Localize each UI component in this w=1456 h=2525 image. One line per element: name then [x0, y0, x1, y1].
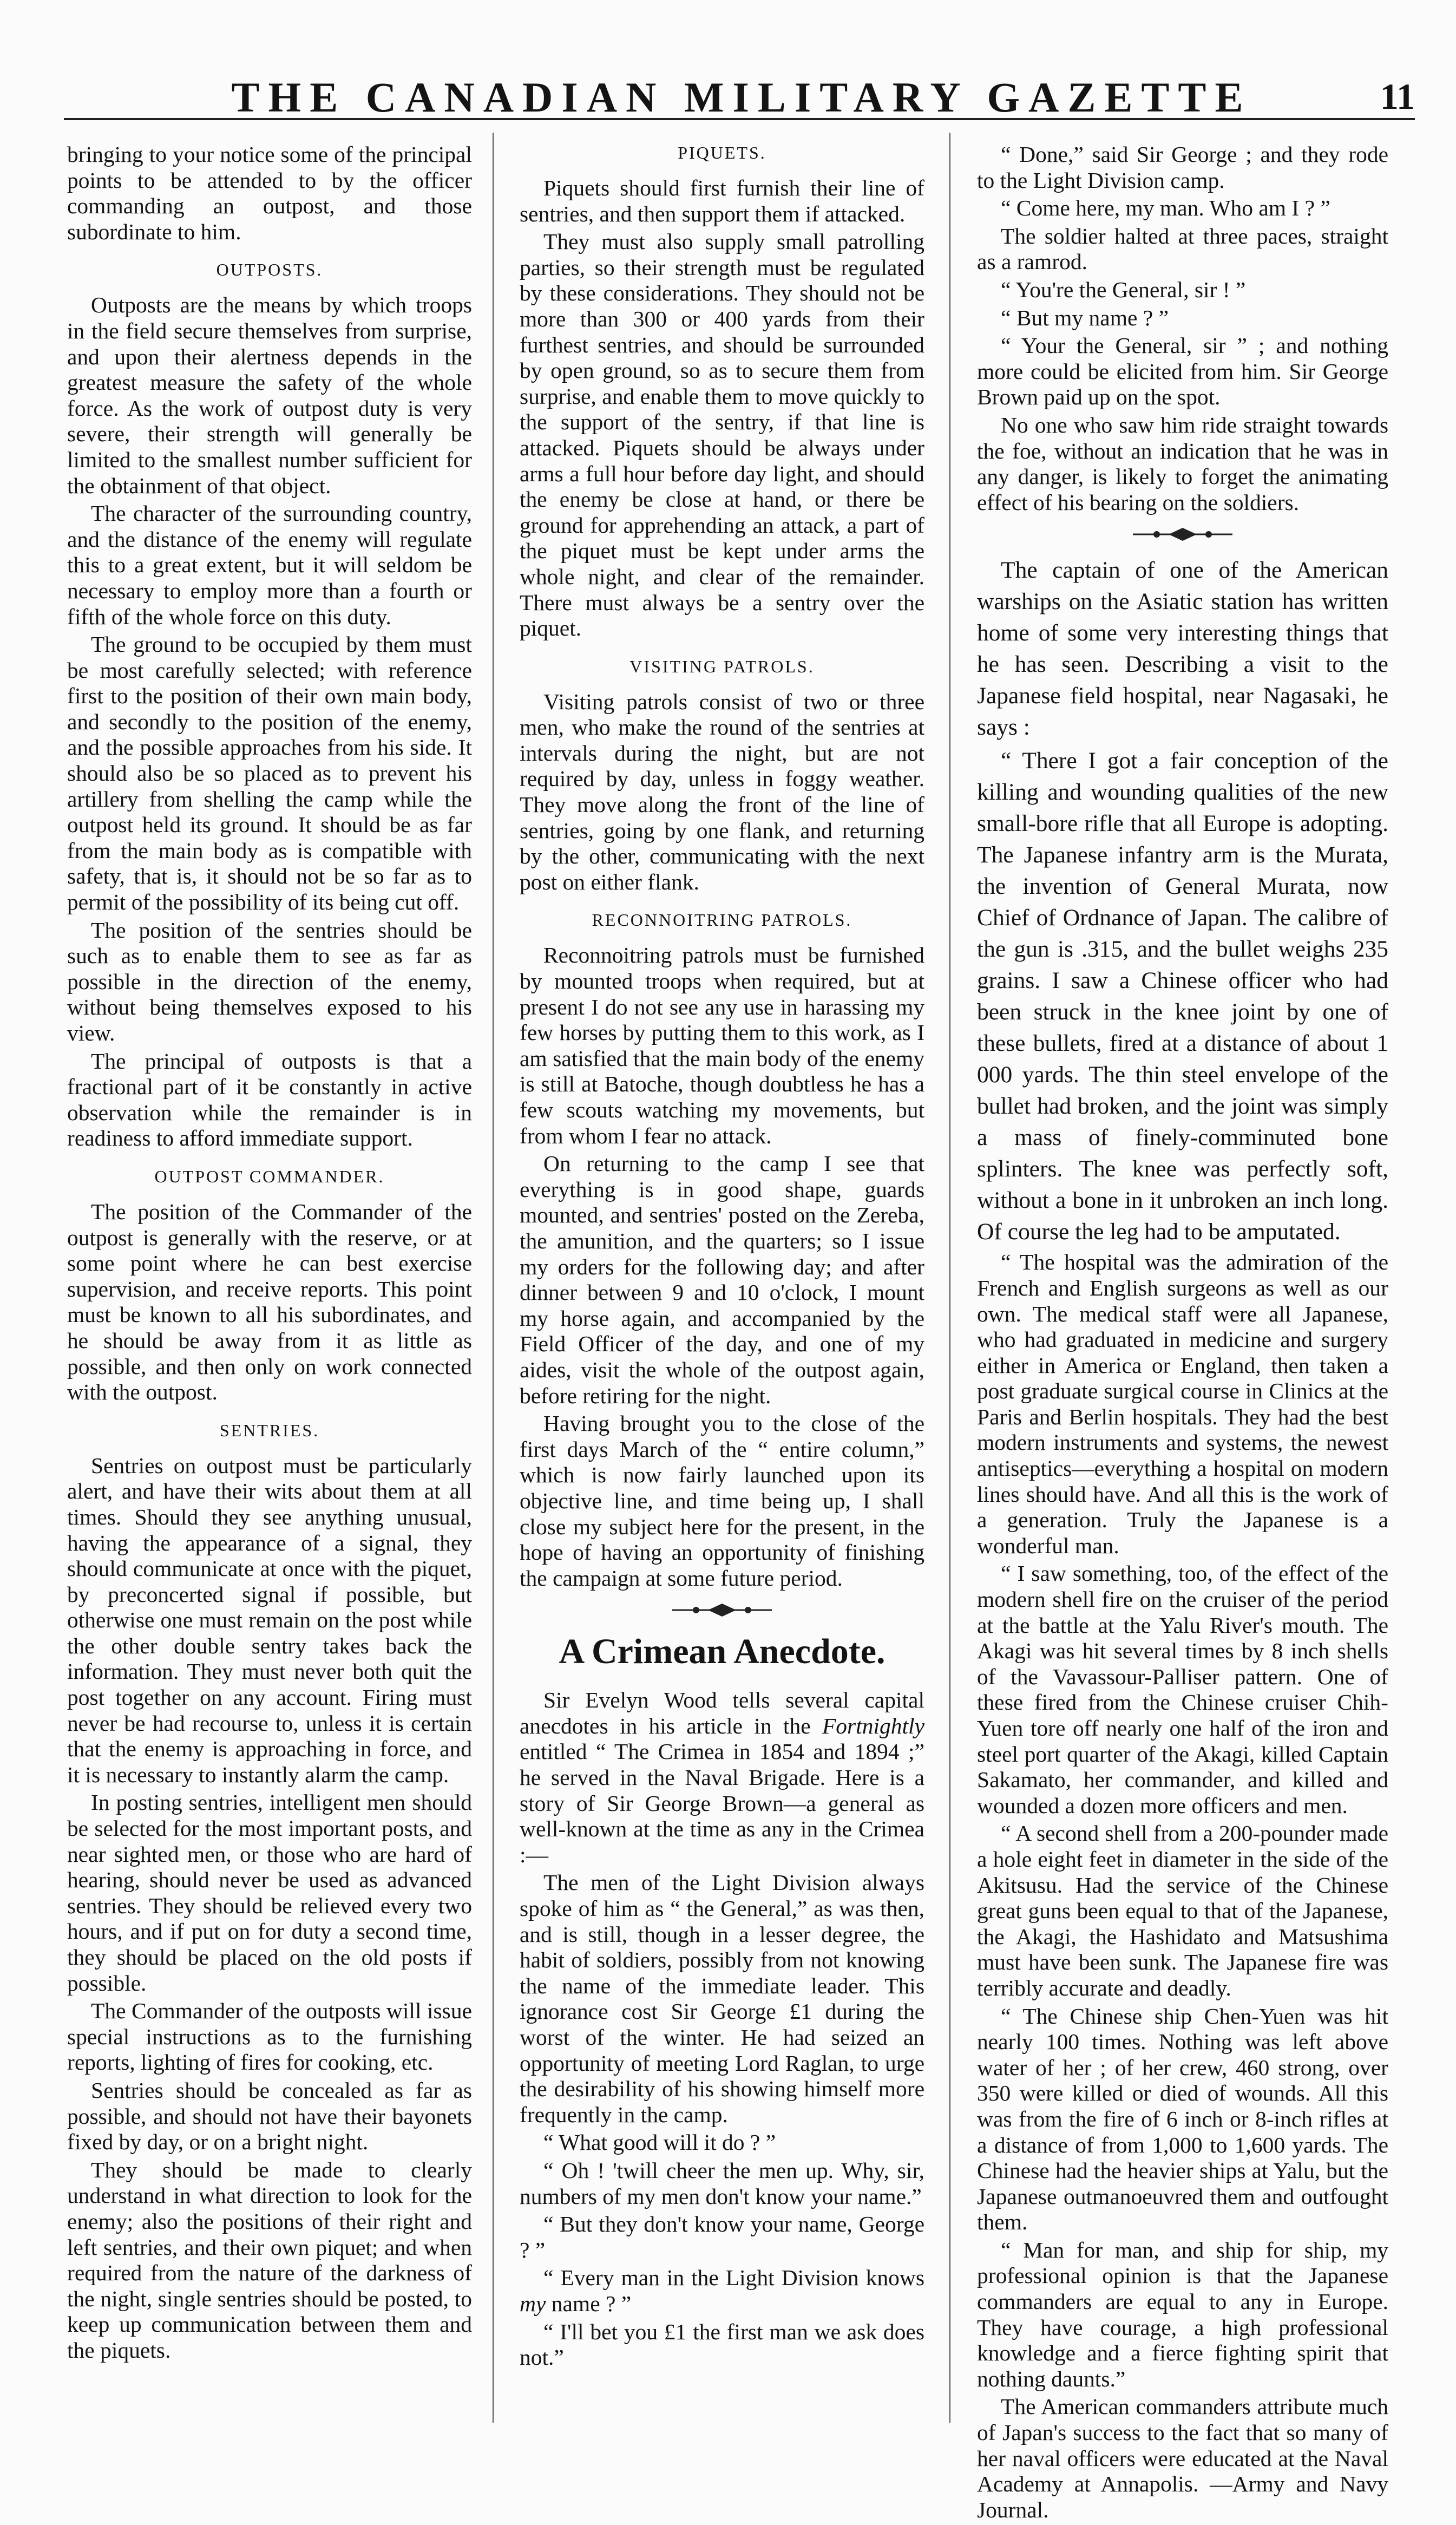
article-title-crimean-anecdote: A Crimean Anecdote.	[559, 1632, 886, 1672]
paragraph: “ Your the General, sir ” ; and nothing more could be elicited from him. Sir George Brown paid up on the spot.	[977, 333, 1388, 410]
section-heading-outpost-commander: OUTPOST COMMANDER.	[154, 1166, 385, 1186]
paragraph: The principal of outposts is that a fractional part of it be constantly in active observation while the remainder is in readiness to afford immediate support.	[67, 1048, 472, 1151]
paragraph: “ Oh ! 'twill cheer the men up. Why, sir, numbers of my men don't know your name.”	[520, 2157, 924, 2209]
paragraph: “ I'll bet you £1 the first man we ask does not.”	[520, 2319, 924, 2370]
paragraph: The soldier halted at three paces, straight as a ramrod.	[977, 223, 1388, 274]
paragraph: The ground to be occupied by them must be most carefully selected; with reference first to the position of their own main body, and secondly to the position of the enemy, and the possible approaches from his side. It should also be so placed as to prevent his artillery from shelling the camp while the outpost held its ground. It should be as far from the main body as is compatible with safety, that is, it should not be so far as to permit of the possibility of its being cut off.	[67, 632, 472, 915]
section-heading-reconnoitring-patrols: RECONNOITRING PATROLS.	[592, 910, 852, 930]
paragraph: The American commanders attribute much of Japan's success to the fact that so many of her naval officers were educated at the Naval Academy at Annapolis. —Army and Navy Journal.	[977, 2394, 1388, 2522]
paragraph: On returning to the camp I see that everything is in good shape, guards mounted, and sentries' posted on the Zereba, the amunition, and the quarters; so I issue my orders for the following day; and after dinner between 9 and 10 o'clock, I mount my horse again, and accompanied by the Field Officer of the day, and one of my aides, visit the whole of the outpost again, before retiring for the night.	[520, 1151, 924, 1408]
paragraph: Piquets should first furnish their line of sentries, and then support them if attacked.	[520, 175, 924, 226]
paragraph: Having brought you to the close of the first days March of the “ entire column,” which is now fairly launched upon its objective line, and time being up, I shall close my subject here for the present, in the hope of having an opportunity of finishing the campaign at some future period.	[520, 1411, 924, 1591]
masthead	[65, 73, 1418, 122]
paragraph: “ Every man in the Light Division knows my name ? ”	[520, 2265, 924, 2316]
paragraph: “ What good will it do ? ”	[543, 2130, 776, 2155]
section-heading-outposts: OUTPOSTS.	[216, 260, 323, 280]
journal-name: Fortnightly	[822, 1713, 924, 1738]
column-1	[67, 142, 472, 2366]
paragraph: Reconnoitring patrols must be furnished by mounted troops when required, but at present I do not see any use in harassing my few horses by putting them to this work, as I am satisfied that the main body of the enemy is still at Batoche, though doubtless he has a few scouts watching my movements, but from whom I fear no attack.	[520, 943, 924, 1148]
ornament-divider	[977, 522, 1388, 538]
paragraph: The character of the surrounding country, and the distance of the enemy will regulate this to a great extent, but it will seldom be necessary to employ more than a fourth or fifth of the whole force on this duty.	[67, 501, 472, 629]
section-heading-visiting-patrols: VISITING PATROLS.	[629, 656, 815, 676]
paragraph: Sentries should be concealed as far as possible, and should not have their bayonets fixed by day, or on a bright night.	[67, 2077, 472, 2155]
paragraph: In posting sentries, intelligent men should be selected for the most important posts, and near sighted men, or those who are hard of hearing, should never be used as advanced sentries. They should be relieved every two hours, and if put on for duty a second time, they should be placed on the old posts if possible.	[67, 1790, 472, 1996]
paragraph: “ But my name ? ”	[1001, 305, 1169, 330]
paragraph: The captain of one of the American warships on the Asiatic station has written home of some very interesting things that he has seen. Describing a visit to the Japanese field hospital, near Nagasaki, he says :	[977, 557, 1388, 741]
paragraph: “ A second shell from a 200-pounder made a hole eight feet in diameter in the side of the Akitsusu. Had the service of the Chinese great guns been equal to that of the Japanese, the Akagi, the Hashidato and Matsushima must have been sunk. The Japanese fire was terribly accurate and deadly.	[977, 1821, 1388, 2000]
paragraph: They should be made to clearly understand in what direction to look for the enemy; also the positions of their right and left sentries, and their own piquet; and when required from the nature of the darkness of the night, single sentries should be posted, to keep up communication between them and the piquets.	[67, 2157, 472, 2363]
section-heading-piquets: PIQUETS.	[678, 143, 766, 162]
paragraph: bringing to your notice some of the principal points to be attended to by the officer commanding an outpost, and those subordinate to him.	[67, 142, 472, 244]
paragraph: The position of the Commander of the outpost is generally with the reserve, or at some point where he can best exercise supervision, and receive reports. This point must be known to all his subordinates, and he should be away from it as little as possible, and then only on work connected with the outpost.	[67, 1199, 472, 1405]
paragraph: “ Done,” said Sir George ; and they rode to the Light Division camp.	[977, 142, 1388, 193]
paragraph: The Commander of the outposts will issue special instructions as to the furnishing reports, lighting of fires for cooking, etc.	[67, 1998, 472, 2075]
paragraph: “ The Chinese ship Chen-Yuen was hit nearly 100 times. Nothing was left above water of her ; of her crew, 460 strong, over 350 were killed or died of wounds. All this was from the fire of 6 inch or 8-inch rifles at a distance of from 1,000 to 1,600 yards. The Chinese had the heavier ships at Yalu, but the Japanese outmanoeuvred them and outfought them.	[977, 2003, 1388, 2235]
column-divider	[493, 133, 494, 2423]
column-2	[520, 142, 924, 2373]
column-divider	[949, 133, 950, 2423]
emphasis: my	[520, 2291, 546, 2316]
paragraph: “ The hospital was the admiration of the French and English surgeons as well as our own. The medical staff were all Japanese, who had graduated in medicine and surgery either in America or England, then taken a post graduate surgical course in Clinics at the Paris and Berlin hospitals. They had the best modern instruments and systems, the newest antiseptics—everything a hospital on modern lines should have. And all this is the work of a generation. Truly the Japanese is a wonderful man.	[977, 1250, 1388, 1558]
paragraph: “ But they don't know your name, George ? ”	[520, 2212, 924, 2262]
header-rule	[64, 118, 1415, 120]
paragraph: No one who saw him ride straight towards the foe, without an indication that he was in any danger, is likely to forget the animating effect of his bearing on the soldiers.	[977, 412, 1388, 515]
paragraph: They must also supply small patrolling parties, so their strength must be regulated by these considerations. They should not be more than 300 or 400 yards from their furthest sentries, and should be surrounded by open ground, so as to secure them from surprise, and enable them to move quickly to the support of the sentry, if that line is attacked. Piquets should be always under arms a full hour before day light, and should the enemy be close at hand, or there be ground for apprehending an attack, a part of the piquet must be kept under arms the whole night, and clear of the remainder. There must always be a sentry over the piquet.	[520, 229, 924, 641]
paragraph: The men of the Light Division always spoke of him as “ the General,” as was then, and is still, though in a lesser degree, the habit of soldiers, possibly from not knowing the name of the immediate leader. This ignorance cost Sir George £1 during the worst of the winter. He had seized an opportunity of meeting Lord Raglan, to urge the desirability of his showing himself more frequently in the camp.	[520, 1870, 924, 2127]
paragraph: Sentries on outpost must be particularly alert, and have their wits about them at all times. Should they see anything unusual, having the appearance of a signal, they should communicate at once with the piquet, by preconcerted signal if possible, but otherwise one must remain on the post while the other double sentry takes back the information. They must never both quit the post together on any account. Firing must never be had recourse to, unless it is certain that the enemy is approaching in force, and it is necessary to instantly alarm the camp.	[67, 1453, 472, 1787]
paragraph: “ Come here, my man. Who am I ? ”	[1001, 195, 1330, 221]
newspaper-title: THE CANADIAN MILITARY GAZETTE	[231, 74, 1252, 121]
page-number: 11	[1380, 76, 1415, 117]
paragraph: Sir Evelyn Wood tells several capital anecdotes in his article in the Fortnightly entitled “ The Crimea in 1854 and 1894 ;” he served in the Naval Brigade. Here is a story of Sir George Brown—a general as well-known at the time as any in the Crimea :—	[520, 1687, 924, 1867]
paragraph: The position of the sentries should be such as to enable them to see as far as possible in the direction of the enemy, without being themselves exposed to his view.	[67, 917, 472, 1045]
paragraph: “ You're the General, sir ! ”	[1001, 277, 1246, 302]
paragraph: “ There I got a fair conception of the killing and wounding qualities of the new small-bore rifle that all Europe is adopting. The Japanese infantry arm is the Murata, the invention of General Murata, now Chief of Ordnance of Japan. The calibre of the gun is .315, and the bullet weighs 235 grains. I saw a Chinese officer who had been struck in the knee joint by one of these bullets, fired at a distance of about 1 000 yards. The thin steel envelope of the bullet had broken, and the joint was simply a mass of finely-comminuted bone splinters. The knee was perfectly soft, without a bone in it unbroken an inch long. Of course the leg had to be amputated.	[977, 748, 1388, 1245]
section-heading-sentries: SENTRIES.	[219, 1420, 320, 1440]
paragraph: Outposts are the means by which troops in the field secure themselves from surprise, and upon their alertness depends in the greatest measure the safety of the whole force. As the work of outpost duty is very severe, their strength will generally be limited to the smallest number sufficient for the obtainment of that object.	[67, 292, 472, 498]
ornament-divider	[520, 1598, 924, 1614]
paragraph: “ Man for man, and ship for ship, my professional opinion is that the Japanese commanders are equal to any in Europe. They have courage, a high professional knowledge and a fierce fighting spirit that nothing daunts.”	[977, 2237, 1388, 2391]
paragraph: Visiting patrols consist of two or three men, who make the round of the sentries at intervals during the night, but are not required by day, unless in foggy weather. They move along the front of the line of sentries, going by one flank, and returning by the other, communicating with the next post on either flank.	[520, 689, 924, 894]
column-3	[977, 142, 1388, 2525]
paragraph: “ I saw something, too, of the effect of the modern shell fire on the cruiser of the period at the battle at the Yalu River's mouth. The Akagi was hit several times by 8 inch shells of the Vavassour-Palliser pattern. One of these fired from the Chinese cruiser Chih-Yuen tore off nearly one half of the iron and steel port quarter of the Akagi, killed Captain Sakamato, her commander, and killed and wounded a dozen more officers and men.	[977, 1561, 1388, 1818]
